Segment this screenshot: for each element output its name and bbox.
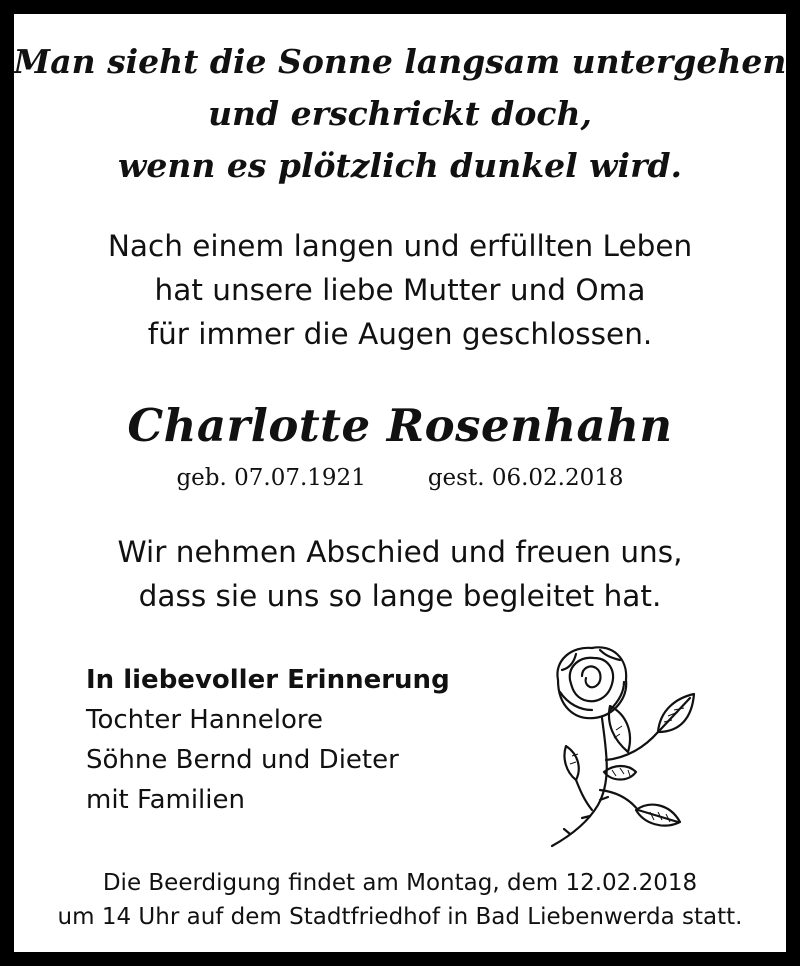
mourner-line: Söhne Bernd und Dieter: [86, 745, 399, 775]
deceased-name: Charlotte Rosenhahn: [127, 399, 673, 452]
intro-text: [0, 224, 800, 356]
birth-date: geb. 07.07.1921: [176, 465, 366, 491]
funeral-line: um 14 Uhr auf dem Stadtfriedhof in Bad Liebenwerda statt.: [57, 904, 743, 930]
mourner-line: In liebevoller Erinnerung: [86, 665, 450, 695]
intro-line: Nach einem langen und erfüllten Leben: [107, 229, 693, 263]
mourner-line: Tochter Hannelore: [86, 705, 323, 735]
life-dates: [0, 462, 800, 494]
farewell-line: Wir nehmen Abschied und freuen uns,: [117, 535, 683, 569]
rose-icon: [540, 640, 700, 850]
poem-line: wenn es plötzlich dunkel wird.: [117, 146, 683, 185]
mourner-line: mit Familien: [86, 785, 245, 815]
farewell-line: dass sie uns so lange begleitet hat.: [138, 579, 662, 613]
intro-line: hat unsere liebe Mutter und Oma: [154, 273, 646, 307]
poem-verse: [0, 36, 800, 192]
farewell-text: [0, 530, 800, 618]
poem-line: und erschrickt doch,: [208, 94, 592, 133]
intro-line: für immer die Augen geschlossen.: [147, 317, 653, 351]
mourners-list: [86, 660, 450, 820]
poem-line: Man sieht die Sonne langsam untergehen: [13, 42, 787, 81]
funeral-info: [0, 866, 800, 934]
death-date: gest. 06.02.2018: [427, 465, 624, 491]
funeral-line: Die Beerdigung findet am Montag, dem 12.02.2018: [102, 870, 698, 896]
